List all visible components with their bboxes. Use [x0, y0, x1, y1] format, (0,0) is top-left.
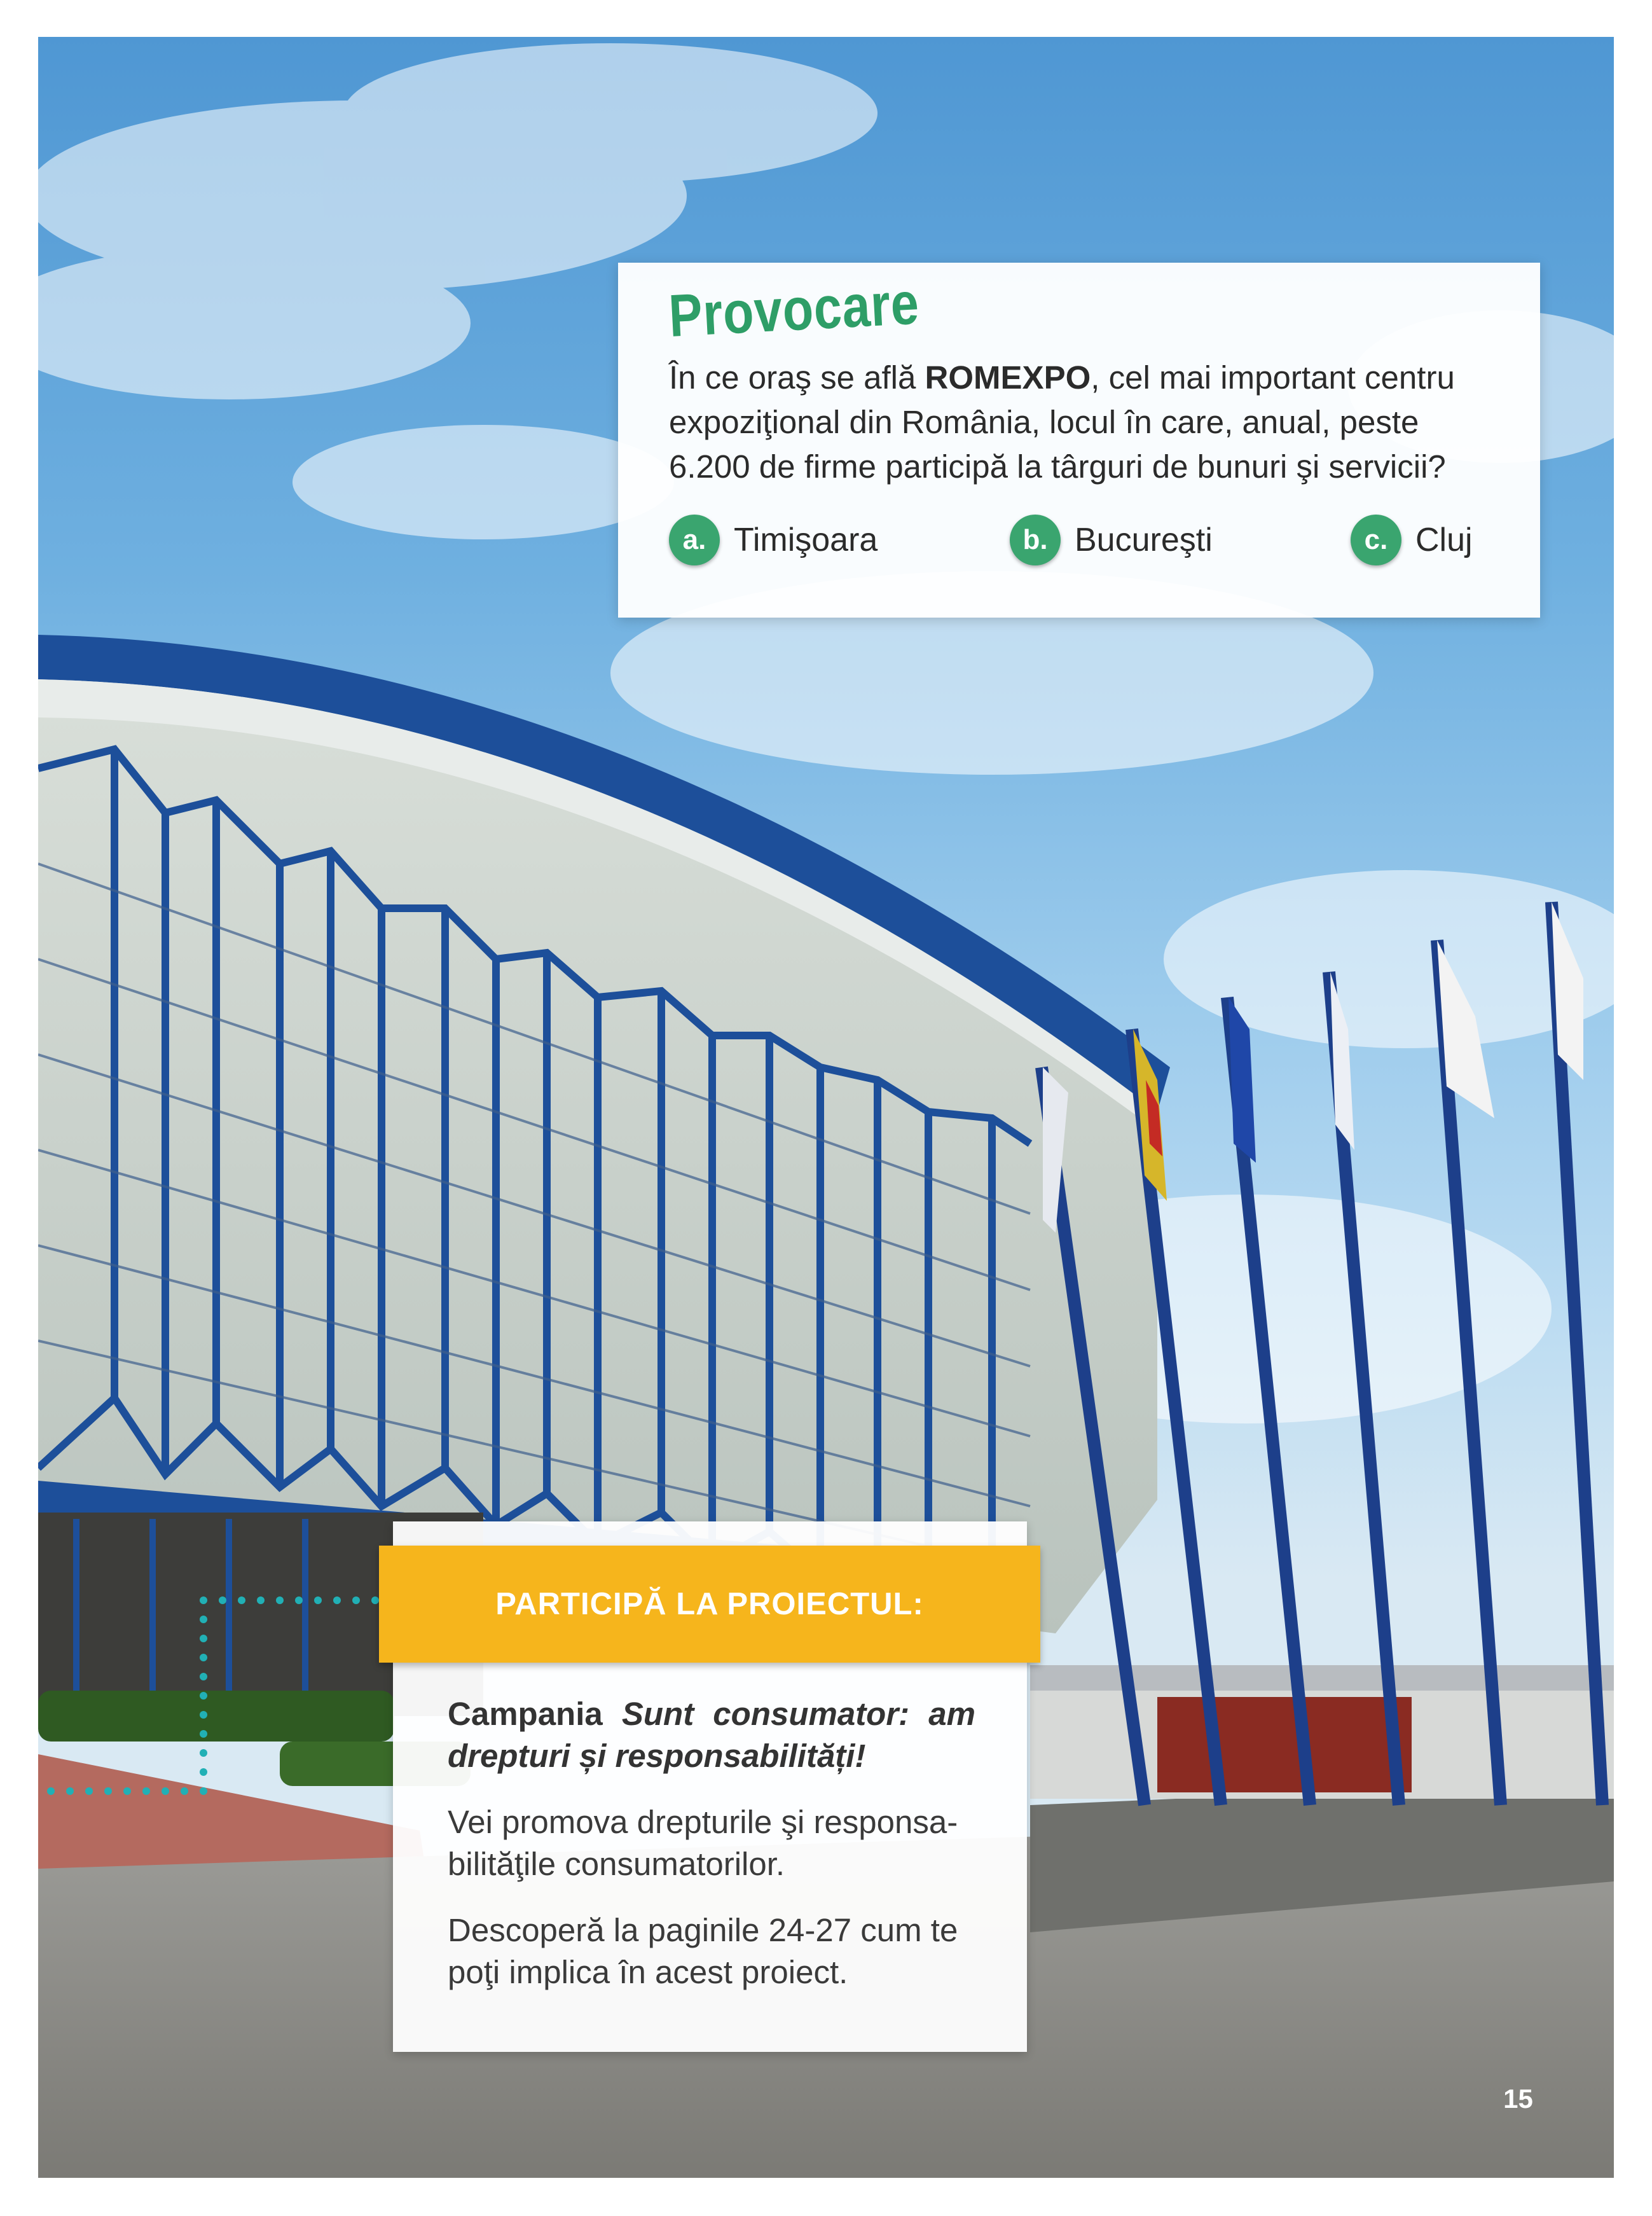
campaign-name: Sunt consumator: am drepturi și responsabilități!: [448, 1696, 975, 1774]
challenge-question: În ce oraş se află ROMEXPO, cel mai important centru expoziţional din România, locul în care, anual, peste 6.200 de firme participă la târguri de bunuri şi servicii?: [669, 359, 1455, 485]
page-number: 15: [1503, 2084, 1533, 2114]
project-box: [393, 1521, 1027, 2052]
question-highlight: ROMEXPO: [925, 359, 1091, 396]
option-c-text: Cluj: [1415, 522, 1473, 558]
project-paragraph-1: Vei promova drepturile şi responsa-bilităţile consumatorilor.: [448, 1804, 958, 1882]
answer-options: [669, 515, 1489, 585]
campaign-title: Campania Sunt consumator: am drepturi și responsabilități!: [448, 1696, 975, 1774]
project-banner-text: PARTICIPĂ LA PROIECTUL:: [495, 1587, 924, 1621]
option-a-badge: a.: [669, 515, 720, 565]
project-body: [448, 1693, 975, 2018]
option-b[interactable]: [1010, 515, 1213, 565]
challenge-title: Provocare: [667, 269, 921, 349]
option-a[interactable]: [669, 515, 878, 565]
option-a-text: Timişoara: [734, 522, 878, 558]
option-c-badge: c.: [1351, 515, 1401, 565]
option-c[interactable]: [1351, 515, 1473, 565]
challenge-box: [618, 263, 1540, 618]
option-b-badge: b.: [1010, 515, 1061, 565]
option-b-text: Bucureşti: [1075, 522, 1213, 558]
project-paragraph-2: Descoperă la paginile 24-27 cum te poţi implica în acest proiect.: [448, 1912, 958, 1990]
project-banner: [379, 1546, 1040, 1663]
